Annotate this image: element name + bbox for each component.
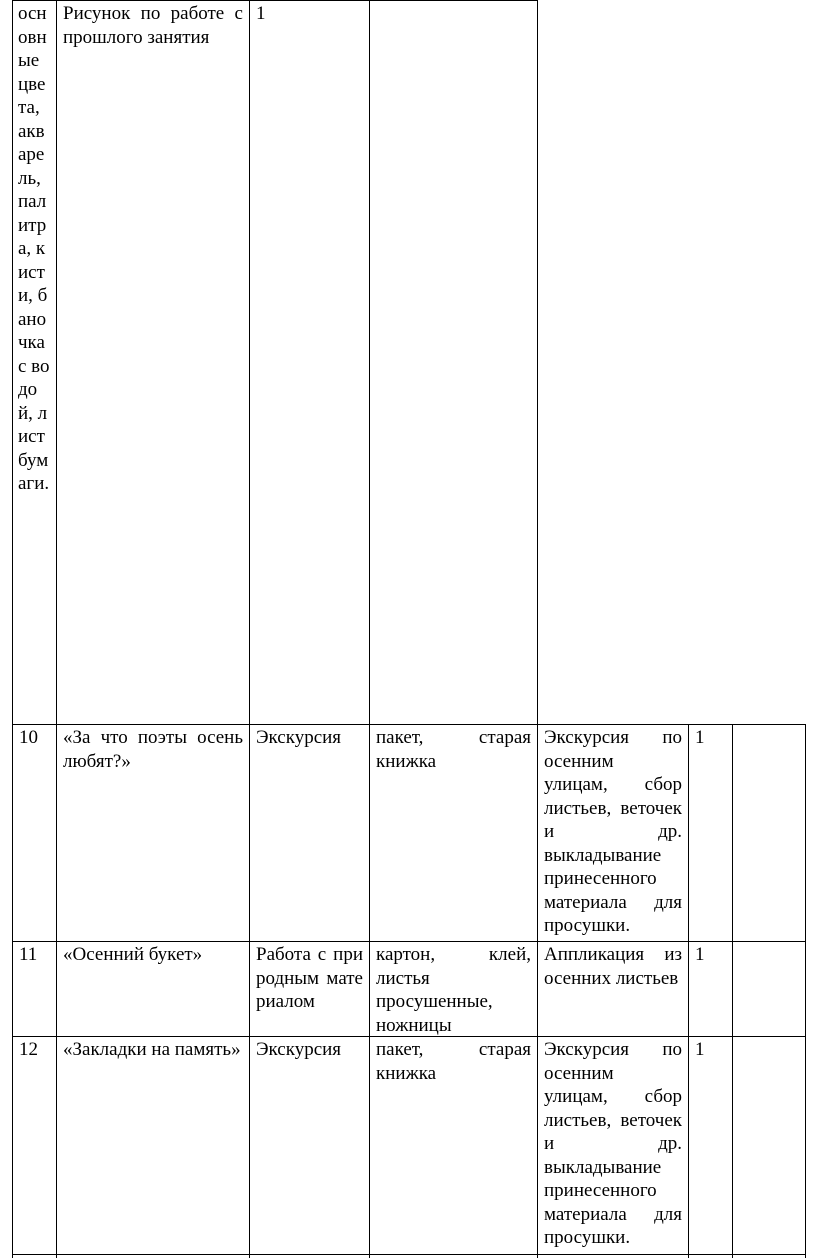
form-cell: Экскурсия [256,727,342,748]
hours-cell: 1 [256,3,266,24]
form-cell: Экскурсия [256,1039,342,1060]
materials-cell: пакет, старая книжка [376,727,531,772]
row-number: 10 [19,727,38,748]
row-number: 11 [19,944,38,965]
content-cell: Экскурсия по осенним улицам, сбор листьев, веточек и др. выкладывание принесенного материала для просушки. [544,727,682,936]
content-cell: Экскурсия по осенним улицам, сбор листьев, веточек и др. выкладывание принесенного материала для просушки. [544,1039,682,1248]
topic-cell: Рисунок по работе с прошлого занятия [63,3,243,48]
row-number: 12 [19,1039,38,1060]
content-cell: Аппликация из осенних листьев [544,944,682,989]
materials-cell-wrapped: основные цвета, акварель, палитра, кисти, баночка с водой, лист бумаги. [18,3,50,494]
form-cell: Работа с природным материалом [256,944,363,1012]
hours-cell: 1 [695,727,705,748]
hours-cell: 1 [695,1039,705,1060]
materials-cell: картон, клей, листья просушенные, ножницы [376,944,531,1036]
topic-cell: «За что поэты осень любят?» [63,727,243,772]
materials-cell: пакет, старая книжка [376,1039,531,1084]
hours-cell: 1 [695,944,705,965]
topic-cell: «Осенний букет» [63,944,203,965]
topic-cell: «Закладки на память» [63,1039,241,1060]
